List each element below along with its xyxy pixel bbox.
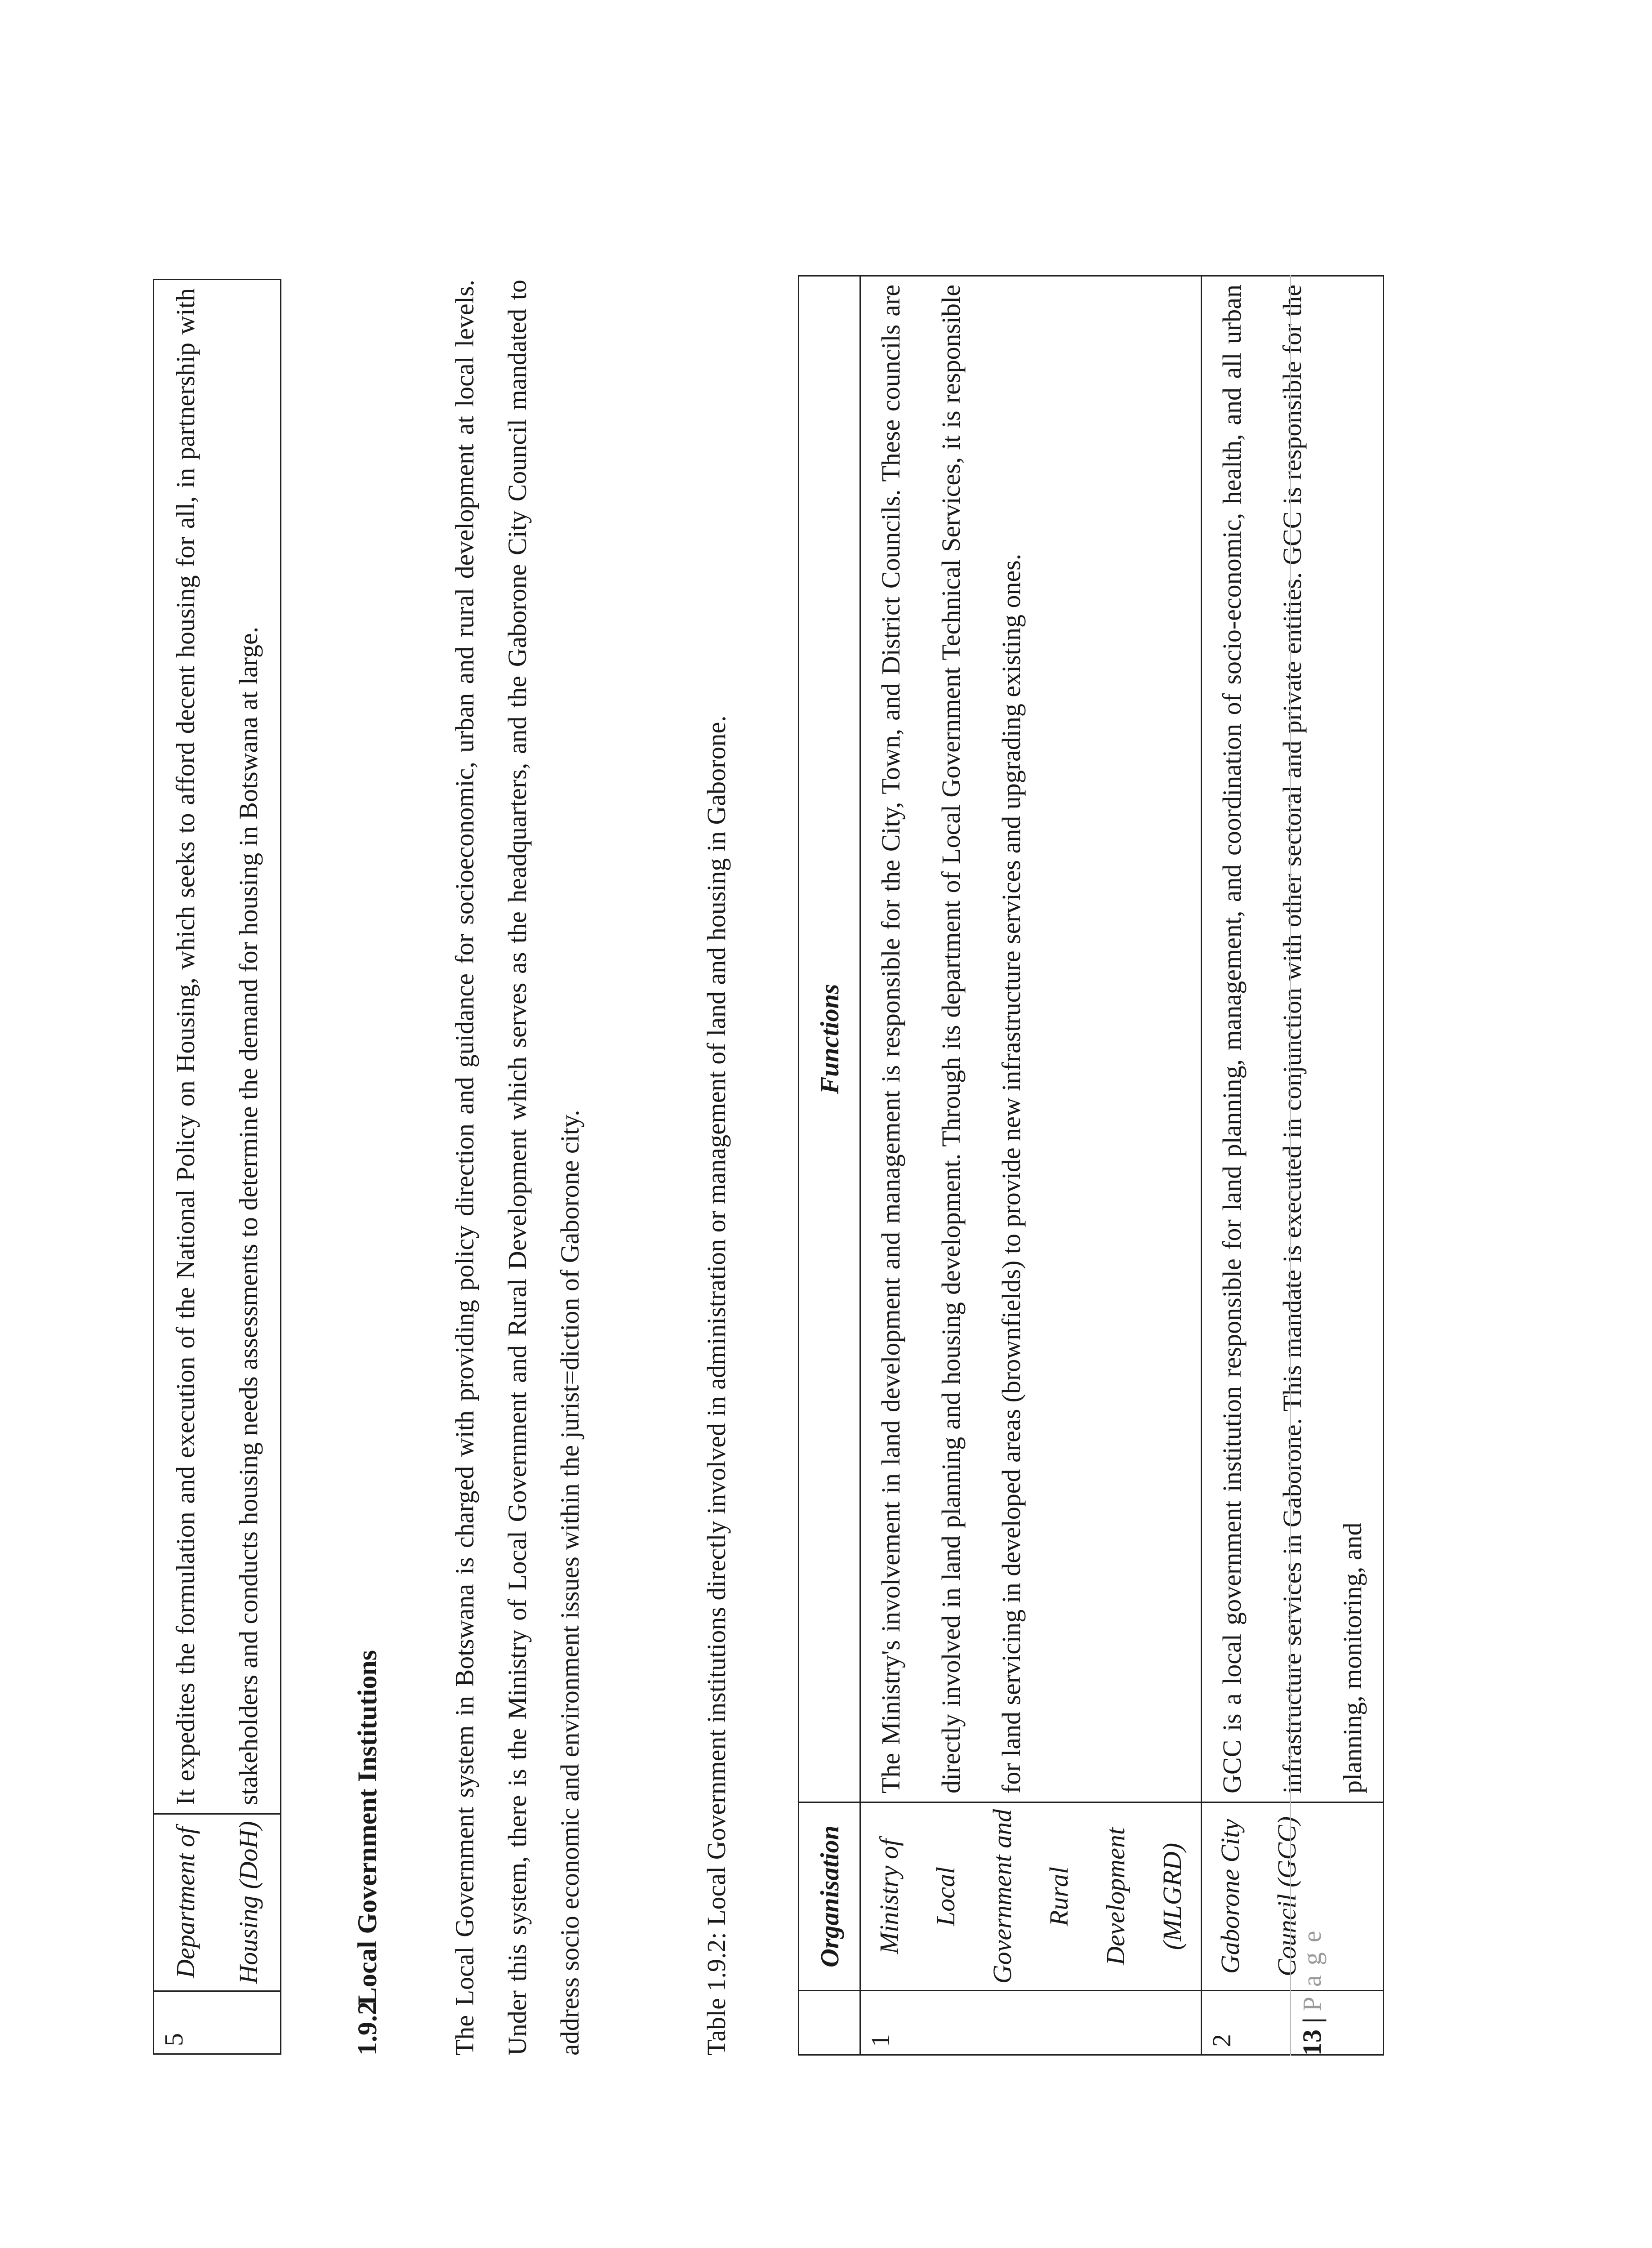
- header-number: [799, 1991, 860, 2055]
- local-government-table: [798, 275, 1384, 2056]
- table-continued: [153, 279, 281, 2055]
- section-number: 1.9.2: [352, 2002, 382, 2056]
- table-row: [154, 280, 281, 2054]
- table-header-row: [799, 276, 860, 2055]
- table-row: [860, 276, 1202, 2055]
- section-title: Local Government Institutions: [352, 1650, 382, 2005]
- section-paragraph: The Local Government system in Botswana is charged with providing policy direction and guidance for socioeconomic, urban and rural development at local levels. Under this system, there is the Ministry of Local Government and Rural Development which serves as the headquarters, and the Gaborone City Council mandated to address socio economic and environment issues within the jurist=diction of Gaborone city.: [450, 280, 584, 2056]
- functions-cell: The Ministry's involvement in land development and management is responsible for the City, Town, and District Councils. These councils are directly involved in land planning and housing development. Through its department of Local Government Technical Services, it is responsible for land servicing in developed areas (brownfields) to provide new infrastructure services and upgrading existing ones.: [860, 276, 1202, 1802]
- header-organisation: Organisation: [799, 1802, 860, 1991]
- page-footer: [1297, 1921, 1327, 2056]
- table-caption: Table 1.9.2: Local Government institutions directly involved in administration or management of land and housing in Gaborone.: [702, 715, 731, 2056]
- table-row: [1202, 276, 1384, 2055]
- row-number: 2: [1202, 1991, 1384, 2055]
- section-heading: [352, 1650, 383, 2056]
- organisation-cell: Ministry of Local Government and Rural Development (MLGRD): [860, 1802, 1202, 1991]
- page-number: 13: [1297, 2029, 1327, 2056]
- functions-cell: It expedites the formulation and execution of the National Policy on Housing, which seeks to afford decent housing for all, in partnership with stakeholders and conducts housing needs assessments to determine the demand for housing in Botswana at large.: [154, 280, 281, 1814]
- organisation-cell: Gaborone City Council (GCC): [1202, 1802, 1384, 1991]
- row-number: 5: [154, 1991, 281, 2054]
- footer-rule: [1290, 275, 1291, 2056]
- organisation-cell: Department of Housing (DoH): [154, 1814, 281, 1991]
- row-number: 1: [860, 1991, 1202, 2055]
- header-functions: Functions: [799, 276, 860, 1802]
- functions-cell: GCC is a local government institution responsible for land planning, management, and coordination of socio-economic, health, and all urban infrastructure services in Gaborone. This mandate is executed in conjunction with other sectoral and private entities. GCC is responsible for the planning, monitoring, and: [1202, 276, 1384, 1802]
- page-label: Page: [1297, 1921, 1327, 2012]
- footer-separator: |: [1297, 2017, 1327, 2023]
